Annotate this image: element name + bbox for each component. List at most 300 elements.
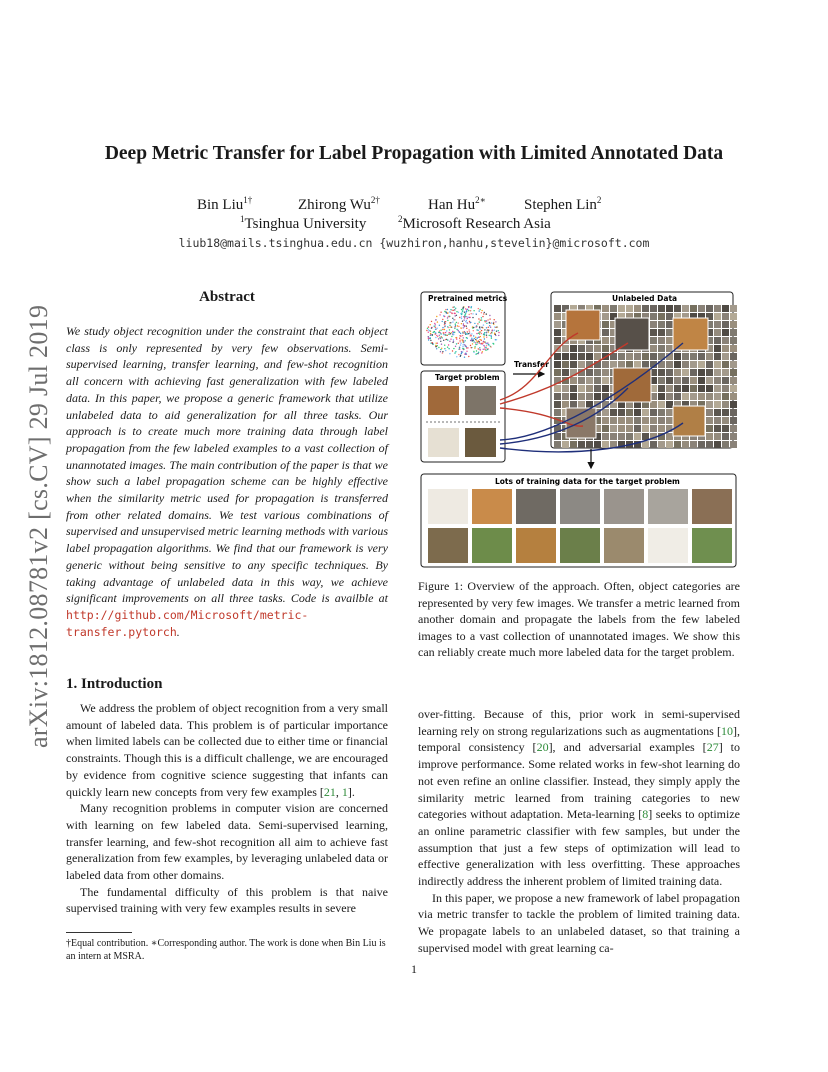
unlabeled-highlight-cat-3 [566,408,596,438]
embedding-point [459,349,460,350]
unlabeled-thumbnail [666,377,673,384]
target-cat-image-1 [428,386,459,415]
unlabeled-thumbnail [634,433,641,440]
embedding-point [450,339,451,340]
unlabeled-thumbnail [698,305,705,312]
unlabeled-highlight-dog-1 [673,318,708,350]
citation-27[interactable]: 27 [706,740,719,755]
citation-10[interactable]: 10 [721,723,733,738]
embedding-point [458,330,459,331]
embedding-point [455,346,456,347]
introduction-right-column [418,706,740,957]
embedding-point [455,351,456,352]
embedding-point [464,353,465,354]
embedding-point [464,326,465,327]
embedding-point [449,332,450,333]
embedding-point [470,340,471,341]
embedding-point [453,341,454,342]
embedding-point [479,310,480,311]
training-image-cat [648,489,688,524]
embedding-point [454,326,455,327]
embedding-point [493,323,494,324]
unlabeled-thumbnail [578,361,585,368]
embedding-point [459,341,460,342]
embedding-point [466,354,467,355]
embedding-point [447,339,448,340]
unlabeled-thumbnail [650,417,657,424]
embedding-point [479,309,480,310]
embedding-point [484,338,485,339]
unlabeled-thumbnail [706,369,713,376]
unlabeled-thumbnail [658,401,665,408]
unlabeled-thumbnail [674,441,681,448]
embedding-point [465,314,466,315]
embedding-point [468,306,469,307]
embedding-point [484,334,485,335]
embedding-point [459,332,460,333]
embedding-point [456,329,457,330]
embedding-point [430,337,431,338]
unlabeled-thumbnail [578,393,585,400]
unlabeled-thumbnail [586,369,593,376]
author-emails: liub18@mails.tsinghua.edu.cn {wuzhiron,hanhu,stevelin}@microsoft.com [178,236,650,250]
embedding-point [443,340,444,341]
embedding-point [453,334,454,335]
figure-1-caption: Figure 1: Overview of the approach. Often, object categories are represented by very few images. We transfer a metric learned from another domain and propagate the labels from the few labeled images to a vast collection of unannotated images. We show this can reliably create much more labeled data for the target problem. [418,579,740,659]
unlabeled-thumbnail [658,305,665,312]
embedding-point [463,307,464,308]
unlabeled-thumbnail [666,409,673,416]
embedding-point [436,328,437,329]
training-image-cat [692,489,732,524]
unlabeled-thumbnail [698,441,705,448]
embedding-point [486,313,487,314]
unlabeled-thumbnail [602,313,609,320]
embedding-point [494,326,495,327]
embedding-point [486,345,487,346]
training-image-cat [560,489,600,524]
embedding-point [437,345,438,346]
embedding-point [494,330,495,331]
unlabeled-thumbnail [570,361,577,368]
citation-1[interactable]: 1 [341,784,348,799]
embedding-point [444,323,445,324]
embedding-point [469,321,470,322]
unlabeled-thumbnail [730,305,737,312]
unlabeled-thumbnail [554,441,561,448]
unlabeled-thumbnail [554,361,561,368]
embedding-point [486,337,487,338]
unlabeled-thumbnail [554,313,561,320]
unlabeled-thumbnail [674,305,681,312]
unlabeled-highlight-cat-2 [615,318,649,350]
embedding-point [479,343,480,344]
embedding-point [490,333,491,334]
page-number: 1 [411,962,417,976]
embedding-point [470,345,471,346]
unlabeled-thumbnail [570,353,577,360]
embedding-point [466,333,467,334]
embedding-point [428,338,429,339]
intro-paragraph-5: In this paper, we propose a new framework of label propagation via metric transfer to tackle the problem of limited training data. We propagate labels to an unlabeled dataset, so that training a supervised model with great learning ca- [418,890,740,955]
unlabeled-highlight-dog-3 [673,406,705,436]
embedding-point [488,330,489,331]
embedding-point [458,312,459,313]
unlabeled-thumbnail [610,305,617,312]
embedding-point [438,332,439,333]
author-3: Han $Hu^{2∗}$ [428,195,486,213]
embedding-point [481,327,482,328]
embedding-point [479,321,480,322]
unlabeled-thumbnail [714,417,721,424]
embedding-point [435,327,436,328]
embedding-point [474,347,475,348]
embedding-point [448,344,449,345]
target-dog-image-2 [465,428,496,457]
embedding-point [451,336,452,337]
embedding-point [477,337,478,338]
embedding-point [435,346,436,347]
embedding-point [481,312,482,313]
unlabeled-thumbnail [650,353,657,360]
target-problem-label: Target problem [435,373,500,382]
embedding-point [454,352,455,353]
embedding-point [489,335,490,336]
embedding-point [444,324,445,325]
unlabeled-thumbnail [642,305,649,312]
unlabeled-thumbnail [642,361,649,368]
embedding-point [483,336,484,337]
unlabeled-thumbnail [722,385,729,392]
unlabeled-thumbnail [730,425,737,432]
embedding-point [449,311,450,312]
embedding-point [466,346,467,347]
embedding-point [481,317,482,318]
unlabeled-thumbnail [714,321,721,328]
embedding-point [494,319,495,320]
embedding-point [479,349,480,350]
embedding-point [458,343,459,344]
unlabeled-thumbnail [698,369,705,376]
embedding-point [462,332,463,333]
embedding-point [481,343,482,344]
embedding-point [454,309,455,310]
training-image-dog [604,528,644,563]
embedding-point [436,316,437,317]
unlabeled-thumbnail [578,345,585,352]
embedding-point [459,338,460,339]
unlabeled-thumbnail [602,361,609,368]
embedding-point [496,331,497,332]
unlabeled-thumbnail [626,425,633,432]
unlabeled-thumbnail [714,361,721,368]
unlabeled-thumbnail [682,369,689,376]
unlabeled-thumbnail [602,305,609,312]
unlabeled-thumbnail [682,441,689,448]
embedding-point [470,310,471,311]
embedding-point [455,323,456,324]
embedding-point [466,310,467,311]
embedding-point [495,335,496,336]
embedding-point [447,317,448,318]
unlabeled-thumbnail [722,393,729,400]
unlabeled-thumbnail [658,321,665,328]
unlabeled-thumbnail [594,353,601,360]
embedding-point [447,312,448,313]
embedding-point [462,351,463,352]
training-image-cat [516,489,556,524]
unlabeled-thumbnail [578,385,585,392]
embedding-point [450,326,451,327]
embedding-point [495,339,496,340]
unlabeled-thumbnail [674,353,681,360]
embedding-point [459,335,460,336]
unlabeled-thumbnail [722,313,729,320]
embedding-point [438,338,439,339]
embedding-point [460,327,461,328]
embedding-point [460,356,461,357]
training-image-dog [648,528,688,563]
embedding-point [455,308,456,309]
unlabeled-thumbnail [626,417,633,424]
unlabeled-thumbnail [570,393,577,400]
embedding-point [455,337,456,338]
unlabeled-thumbnail [658,345,665,352]
embedding-point [430,324,431,325]
unlabeled-thumbnail [666,433,673,440]
embedding-point [456,322,457,323]
unlabeled-thumbnail [578,441,585,448]
footnote: †Equal contribution. ∗Corresponding author. The work is done when Bin Liu is an intern at MSRA. [66,938,386,962]
embedding-point [437,321,438,322]
embedding-point [451,312,452,313]
embedding-point [479,341,480,342]
unlabeled-thumbnail [554,321,561,328]
embedding-point [476,329,477,330]
embedding-point [439,330,440,331]
unlabeled-thumbnail [562,393,569,400]
embedding-point [465,332,466,333]
embedding-point [456,338,457,339]
embedding-point [498,330,499,331]
code-link[interactable]: http://github.com/Microsoft/metric-transfer.pytorch [66,607,309,639]
unlabeled-thumbnail [706,353,713,360]
unlabeled-thumbnail [690,377,697,384]
unlabeled-thumbnail [730,433,737,440]
unlabeled-thumbnail [706,441,713,448]
figure-1-overview [418,288,740,570]
unlabeled-thumbnail [698,393,705,400]
embedding-point [464,315,465,316]
unlabeled-thumbnail [586,353,593,360]
unlabeled-thumbnail [690,361,697,368]
embedding-point [432,334,433,335]
embedding-point [453,348,454,349]
embedding-point [485,321,486,322]
embedding-point [468,310,469,311]
unlabeled-thumbnail [674,385,681,392]
embedding-point [435,319,436,320]
affiliation-1: $^1$Tsinghua University [240,214,367,232]
embedding-point [491,338,492,339]
embedding-point [487,319,488,320]
embedding-point [473,341,474,342]
unlabeled-thumbnail [666,369,673,376]
embedding-point [495,321,496,322]
embedding-point [467,318,468,319]
embedding-point [489,322,490,323]
unlabeled-thumbnail [578,377,585,384]
embedding-point [463,337,464,338]
embedding-point [441,348,442,349]
embedding-point [491,336,492,337]
unlabeled-thumbnail [658,385,665,392]
unlabeled-thumbnail [602,345,609,352]
embedding-point [469,331,470,332]
arxiv-identifier: arXiv:1812.08781v2 [cs.CV] 29 Jul 2019 [24,304,53,748]
unlabeled-thumbnail [722,417,729,424]
embedding-point [492,329,493,330]
author-2: Zhirong $Wu^{2\dagger}$ [298,195,380,213]
unlabeled-thumbnail [586,385,593,392]
embedding-point [454,328,455,329]
unlabeled-thumbnail [602,337,609,344]
embedding-point [466,351,467,352]
embedding-point [436,335,437,336]
embedding-point [428,339,429,340]
embedding-point [477,323,478,324]
unlabeled-thumbnail [634,353,641,360]
embedding-point [479,337,480,338]
unlabeled-thumbnail [682,353,689,360]
citation-21[interactable]: 21 [323,784,336,799]
unlabeled-thumbnail [706,433,713,440]
unlabeled-thumbnail [618,353,625,360]
unlabeled-thumbnail [554,433,561,440]
embedding-point [463,325,464,326]
unlabeled-thumbnail [658,313,665,320]
embedding-point [478,352,479,353]
embedding-point [460,313,461,314]
embedding-point [466,320,467,321]
embedding-point [439,337,440,338]
embedding-point [440,332,441,333]
unlabeled-thumbnail [554,353,561,360]
introduction-heading: 1. Introduction [66,676,163,692]
unlabeled-thumbnail [722,433,729,440]
citation-20[interactable]: 20 [536,740,549,755]
unlabeled-thumbnail [666,393,673,400]
unlabeled-thumbnail [554,385,561,392]
unlabeled-thumbnail [634,361,641,368]
embedding-point [489,318,490,319]
embedding-point [483,349,484,350]
unlabeled-thumbnail [722,361,729,368]
unlabeled-thumbnail [682,361,689,368]
unlabeled-thumbnail [666,417,673,424]
embedding-point [442,329,443,330]
embedding-point [472,340,473,341]
author-list [0,195,828,215]
affiliation-2: $^2$Microsoft Research Asia [398,214,551,232]
embedding-point [461,309,462,310]
embedding-point [484,329,485,330]
embedding-point [466,326,467,327]
unlabeled-thumbnail [634,409,641,416]
embedding-point [464,344,465,345]
unlabeled-thumbnail [650,337,657,344]
embedding-point [460,343,461,344]
embedding-point [456,343,457,344]
embedding-point [478,353,479,354]
unlabeled-thumbnail [634,425,641,432]
unlabeled-thumbnail [690,305,697,312]
embedding-point [498,335,499,336]
abstract-heading: Abstract [199,289,255,305]
unlabeled-thumbnail [730,329,737,336]
unlabeled-thumbnail [610,425,617,432]
embedding-point [454,319,455,320]
unlabeled-thumbnail [562,441,569,448]
embedding-point [447,320,448,321]
unlabeled-thumbnail [722,321,729,328]
citation-8[interactable]: 8 [642,807,649,822]
unlabeled-thumbnail [698,353,705,360]
embedding-point [445,335,446,336]
unlabeled-thumbnail [666,329,673,336]
embedding-point [454,313,455,314]
embedding-point [443,334,444,335]
embedding-point [490,346,491,347]
embedding-point [481,310,482,311]
embedding-point [452,332,453,333]
unlabeled-thumbnail [714,377,721,384]
author-4: Stephen Lin$^2$ [524,195,602,213]
unlabeled-thumbnail [690,353,697,360]
embedding-point [428,326,429,327]
embedding-point [484,345,485,346]
embedding-point [491,332,492,333]
unlabeled-thumbnail [730,361,737,368]
unlabeled-thumbnail [730,313,737,320]
embedding-point [487,342,488,343]
unlabeled-thumbnail [714,345,721,352]
embedding-point [461,316,462,317]
unlabeled-thumbnail [658,417,665,424]
embedding-point [486,327,487,328]
embedding-point [476,350,477,351]
unlabeled-thumbnail [594,369,601,376]
embedding-point [473,335,474,336]
embedding-point [483,313,484,314]
unlabeled-thumbnail [594,393,601,400]
embedding-point [440,351,441,352]
embedding-point [481,352,482,353]
embedding-point [444,316,445,317]
unlabeled-thumbnail [658,369,665,376]
embedding-point [482,351,483,352]
embedding-point [431,327,432,328]
footnote-rule [66,932,132,933]
embedding-point [466,347,467,348]
unlabeled-thumbnail [666,401,673,408]
embedding-point [463,344,464,345]
unlabeled-thumbnail [730,385,737,392]
unlabeled-thumbnail [730,417,737,424]
intro-paragraph-1: We address the problem of object recognition from a very small amount of labeled data. This problem is of particular importance when limited labels can be collected due to either time or financial constraints. Though this is a difficult challenge, we are encouraged by evidence from cognitive science suggesting that infants can quickly learn new concepts from very few examples [21, 1]. [66,701,388,799]
unlabeled-thumbnail [730,441,737,448]
embedding-point [442,319,443,320]
